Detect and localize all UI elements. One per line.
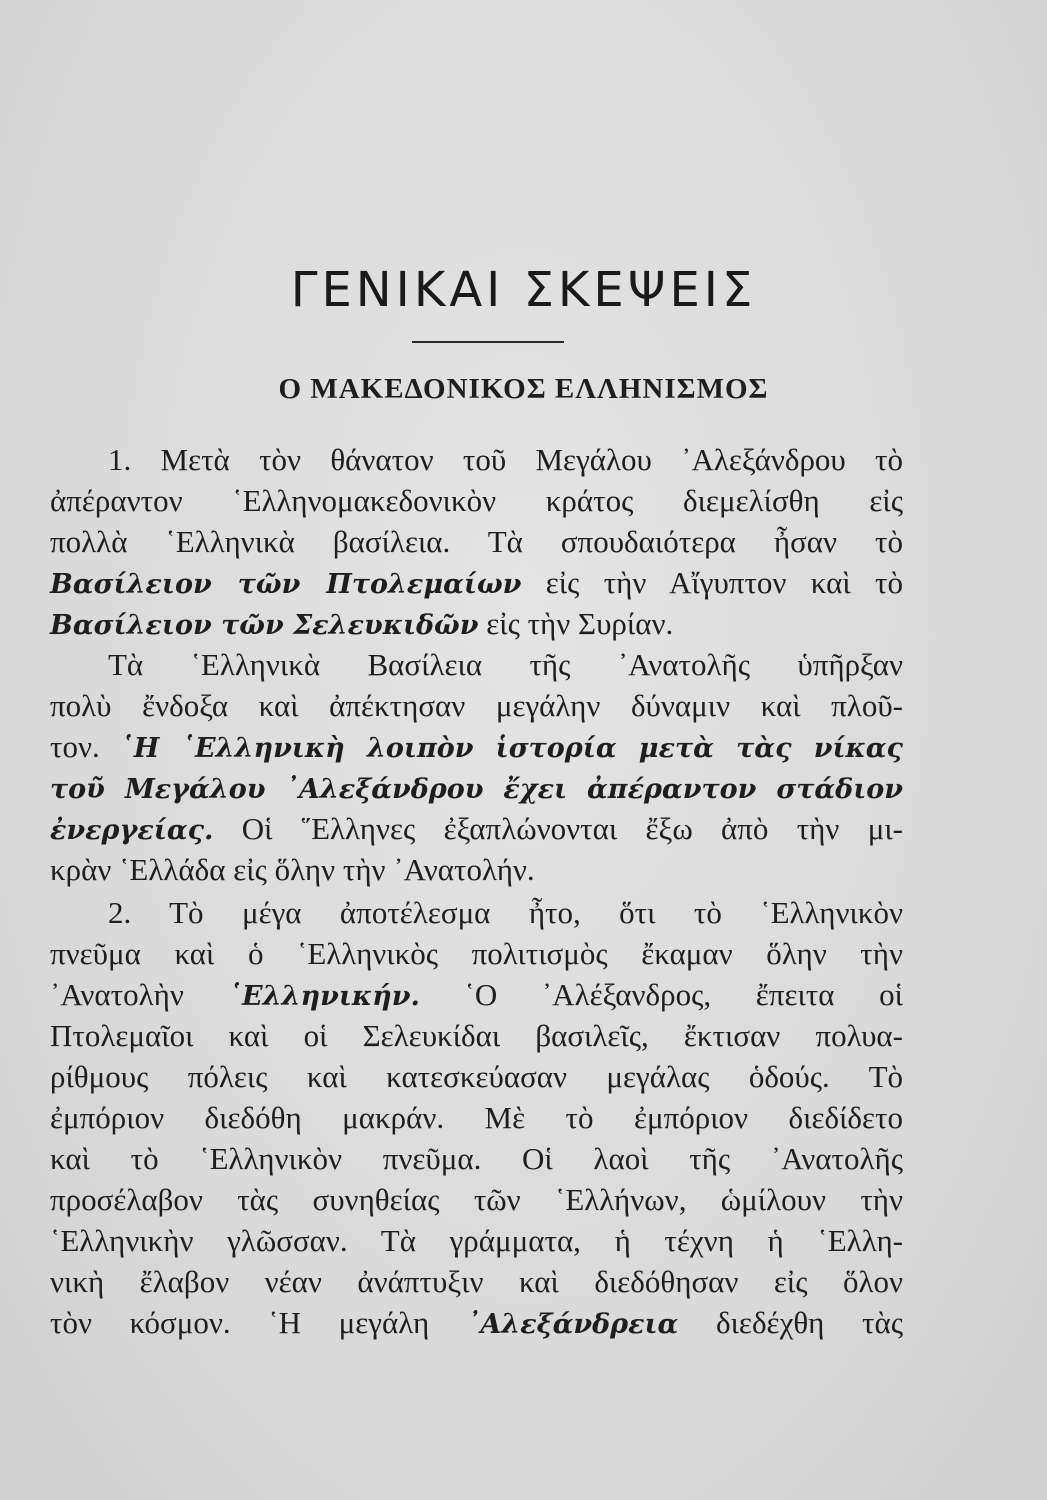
line-text: πολλὰ ῾Ελληνικὰ βασίλεια. Τὰ σπουδαιότερα ἦσαν τὸ	[50, 524, 903, 559]
text-line	[50, 1016, 903, 1056]
line-text: ῾Ο ᾿Αλέξανδρος, ἔπειτα οἱ	[419, 977, 903, 1012]
emphasis-text: ᾿Αλεξάνδρεια	[466, 1309, 679, 1340]
line-text: εἰς τὴν Αἴγυπτον καὶ τὸ	[521, 565, 903, 600]
text-line	[108, 440, 903, 480]
line-text: τὸν κόσμον. ῾Η μεγάλη	[50, 1305, 467, 1340]
line-text: διεδέχθη τὰς	[678, 1305, 903, 1340]
text-line	[50, 1139, 903, 1179]
text-line	[50, 604, 903, 644]
line-text: Πτολεμαῖοι καὶ οἱ Σελευκίδαι βασιλεῖς, ἔκτισαν πολυα-	[50, 1018, 903, 1053]
text-line	[50, 1262, 903, 1302]
line-text: εἰς τὴν Συρίαν.	[478, 606, 674, 641]
line-text: προσέλαβον τὰς συνηθείας τῶν ῾Ελλήνων, ὡμίλουν τὴν	[50, 1182, 903, 1217]
emphasis-text: ἐνεργείας.	[50, 815, 214, 846]
line-text: νικὴ ἔλαβον νέαν ἀνάπτυξιν καὶ διεδόθησαν εἰς ὅλον	[50, 1264, 903, 1299]
section-subtitle: Ο ΜΑΚΕΔΟΝΙΚΟΣ ΕΛΛΗΝΙΣΜΟΣ	[278, 373, 769, 405]
line-text: ῾Ελληνικὴν γλῶσσαν. Τὰ γράμματα, ἡ τέχνη ἡ ῾Ελλη-	[50, 1223, 903, 1258]
text-line	[50, 563, 903, 603]
text-line	[50, 975, 903, 1015]
text-line	[50, 686, 903, 726]
text-line	[50, 481, 903, 521]
text-line	[50, 934, 903, 974]
line-text: καὶ τὸ ῾Ελληνικὸν πνεῦμα. Οἱ λαοὶ τῆς ᾿Ανατολῆς	[50, 1141, 903, 1176]
line-text: 1. Μετὰ τὸν θάνατον τοῦ Μεγάλου ᾿Αλεξάνδρου τὸ	[108, 442, 903, 477]
text-line	[50, 1303, 903, 1343]
line-text: πνεῦμα καὶ ὁ ῾Ελληνικὸς πολιτισμὸς ἔκαμαν ὅλην τὴν	[50, 936, 903, 971]
line-text: ρίθμους πόλεις καὶ κατεσκεύασαν μεγάλας ὁδούς. Τὸ	[50, 1059, 903, 1094]
line-text: Οἱ ῞Ελληνες ἐξαπλώνονται ἔξω ἀπὸ τὴν μι-	[213, 811, 903, 846]
text-line	[50, 768, 903, 808]
emphasis-text: Βασίλειον τῶν Σελευκιδῶν	[50, 610, 479, 641]
text-line	[50, 1221, 903, 1261]
emphasis-text: τοῦ Μεγάλου ᾿Αλεξάνδρου ἔχει ἀπέραντον στάδιον	[50, 774, 903, 805]
emphasis-text: ῾Ελληνικήν.	[228, 981, 420, 1012]
text-line	[108, 645, 903, 685]
page-title: ΓΕΝΙΚΑΙ ΣΚΕΨΕΙΣ	[290, 262, 757, 318]
line-text: ἐμπόριον διεδόθη μακράν. Μὲ τὸ ἐμπόριον διεδίδετο	[50, 1100, 903, 1135]
text-line	[50, 727, 903, 767]
text-line	[50, 1057, 903, 1097]
line-text: ἀπέραντον ῾Ελληνομακεδονικὸν κράτος διεμελίσθη εἰς	[50, 483, 903, 518]
title-divider	[412, 341, 564, 343]
line-text: 2. Τὸ μέγα ἀποτέλεσμα ἦτο, ὅτι τὸ ῾Ελληνικὸν	[108, 895, 903, 930]
text-line	[50, 809, 903, 849]
line-text: ᾿Ανατολὴν	[50, 977, 229, 1012]
text-line	[50, 522, 903, 562]
emphasis-text: Βασίλειον τῶν Πτολεμαίων	[50, 569, 522, 600]
emphasis-text: ῾Η ῾Ελληνικὴ λοιπὸν ἱστορία μετὰ τὰς νίκας	[120, 733, 903, 764]
line-text: κρὰν ῾Ελλάδα εἰς ὅλην τὴν ᾿Ανατολήν.	[50, 852, 535, 887]
text-line	[50, 850, 903, 890]
text-line	[50, 1098, 903, 1138]
line-text: τον.	[50, 729, 121, 764]
text-line	[108, 893, 903, 933]
text-line	[50, 1180, 903, 1220]
line-text: πολὺ ἔνδοξα καὶ ἀπέκτησαν μεγάλην δύναμιν καὶ πλοῦ-	[50, 688, 903, 723]
line-text: Τὰ ῾Ελληνικὰ Βασίλεια τῆς ᾿Ανατολῆς ὑπῆρξαν	[108, 647, 903, 682]
